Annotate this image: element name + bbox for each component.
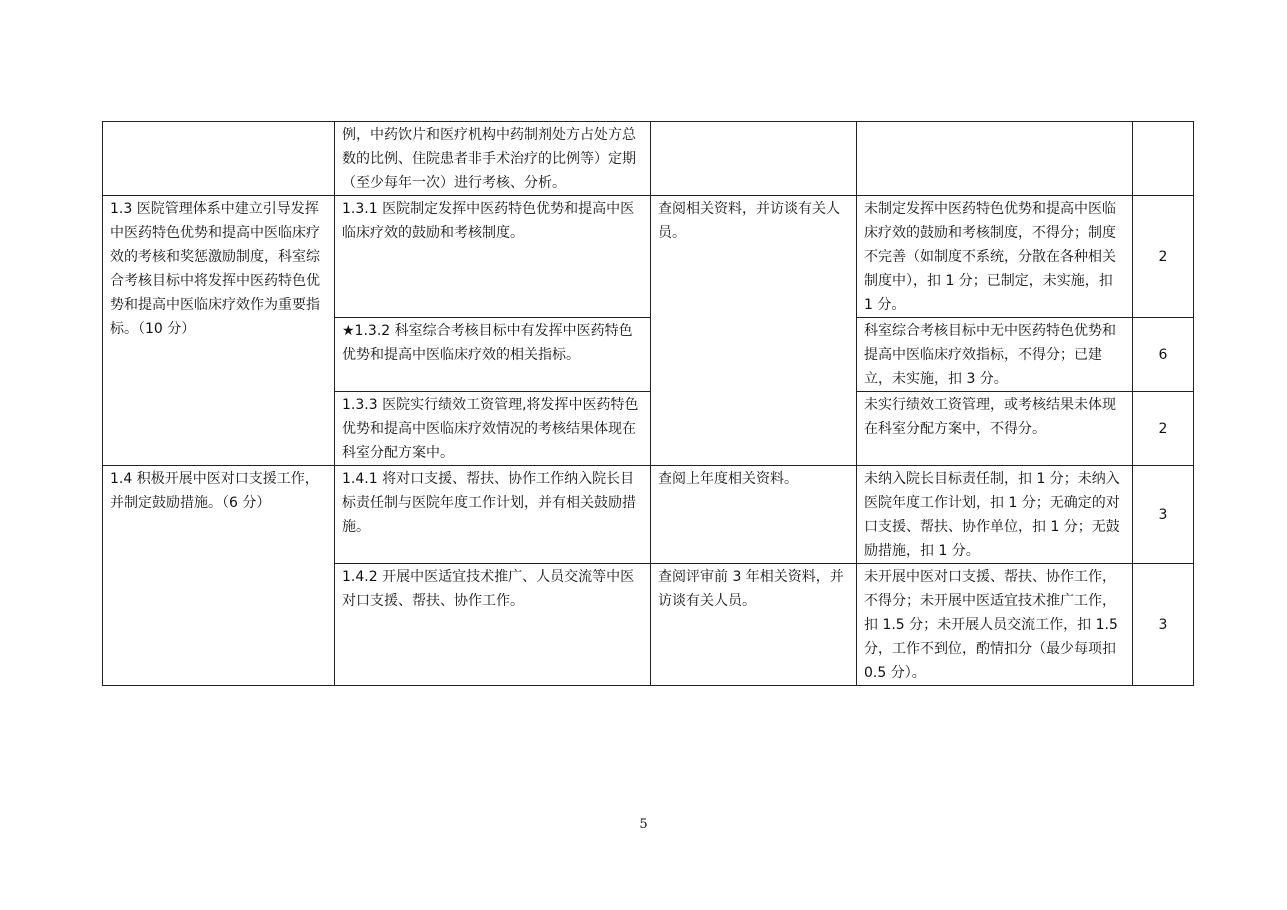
table-row	[103, 466, 1194, 564]
item-cell: 1.3 医院管理体系中建立引导发挥中医药特色优势和提高中医临床疗效的考核和奖惩激励制度，科室综合考核目标中将发挥中医药特色优势和提高中医临床疗效作为重要指标。（10 分）	[103, 196, 335, 466]
page-number: 5	[639, 817, 648, 832]
content-cell: 例，中药饮片和医疗机构中药制剂处方占处方总数的比例、住院患者非手术治疗的比例等）定期（至少每年一次）进行考核、分析。	[335, 122, 651, 196]
method-cell: 查阅上年度相关资料。	[651, 466, 857, 564]
standard-cell: 未开展中医对口支援、帮扶、协作工作，不得分；未开展中医适宜技术推广工作，扣 1.5 分；未开展人员交流工作，扣 1.5 分，工作不到位，酌情扣分（最少每项扣 0.5 分）。	[857, 564, 1133, 686]
table-row	[103, 122, 1194, 196]
item-cell: 1.4 积极开展中医对口支援工作，并制定鼓励措施。（6 分）	[103, 466, 335, 686]
item-cell	[103, 122, 335, 196]
table-row	[103, 196, 1194, 318]
standard-cell	[857, 122, 1133, 196]
standard-cell: 未制定发挥中医药特色优势和提高中医临床疗效的鼓励和考核制度，不得分；制度不完善（如制度不系统，分散在各种相关制度中），扣 1 分；已制定，未实施，扣 1 分。	[857, 196, 1133, 318]
standard-cell: 科室综合考核目标中无中医药特色优势和提高中医临床疗效指标，不得分；已建立，未实施，扣 3 分。	[857, 318, 1133, 392]
score-cell: 3	[1133, 466, 1194, 564]
score-cell	[1133, 122, 1194, 196]
method-cell: 查阅评审前 3 年相关资料，并访谈有关人员。	[651, 564, 857, 686]
score-cell: 2	[1133, 392, 1194, 466]
content-cell: ★1.3.2 科室综合考核目标中有发挥中医药特色优势和提高中医临床疗效的相关指标。	[335, 318, 651, 392]
method-cell	[651, 122, 857, 196]
standard-cell: 未实行绩效工资管理，或考核结果未体现在科室分配方案中，不得分。	[857, 392, 1133, 466]
score-cell: 2	[1133, 196, 1194, 318]
content-cell: 1.4.2 开展中医适宜技术推广、人员交流等中医对口支援、帮扶、协作工作。	[335, 564, 651, 686]
score-cell: 6	[1133, 318, 1194, 392]
content-cell: 1.4.1 将对口支援、帮扶、协作工作纳入院长目标责任制与医院年度工作计划，并有相关鼓励措施。	[335, 466, 651, 564]
content-cell: 1.3.3 医院实行绩效工资管理,将发挥中医药特色优势和提高中医临床疗效情况的考核结果体现在科室分配方案中。	[335, 392, 651, 466]
method-cell: 查阅相关资料，并访谈有关人员。	[651, 196, 857, 466]
score-cell: 3	[1133, 564, 1194, 686]
standard-cell: 未纳入院长目标责任制，扣 1 分；未纳入医院年度工作计划，扣 1 分；无确定的对口支援、帮扶、协作单位，扣 1 分；无鼓励措施，扣 1 分。	[857, 466, 1133, 564]
evaluation-table	[102, 121, 1194, 686]
content-cell: 1.3.1 医院制定发挥中医药特色优势和提高中医临床疗效的鼓励和考核制度。	[335, 196, 651, 318]
